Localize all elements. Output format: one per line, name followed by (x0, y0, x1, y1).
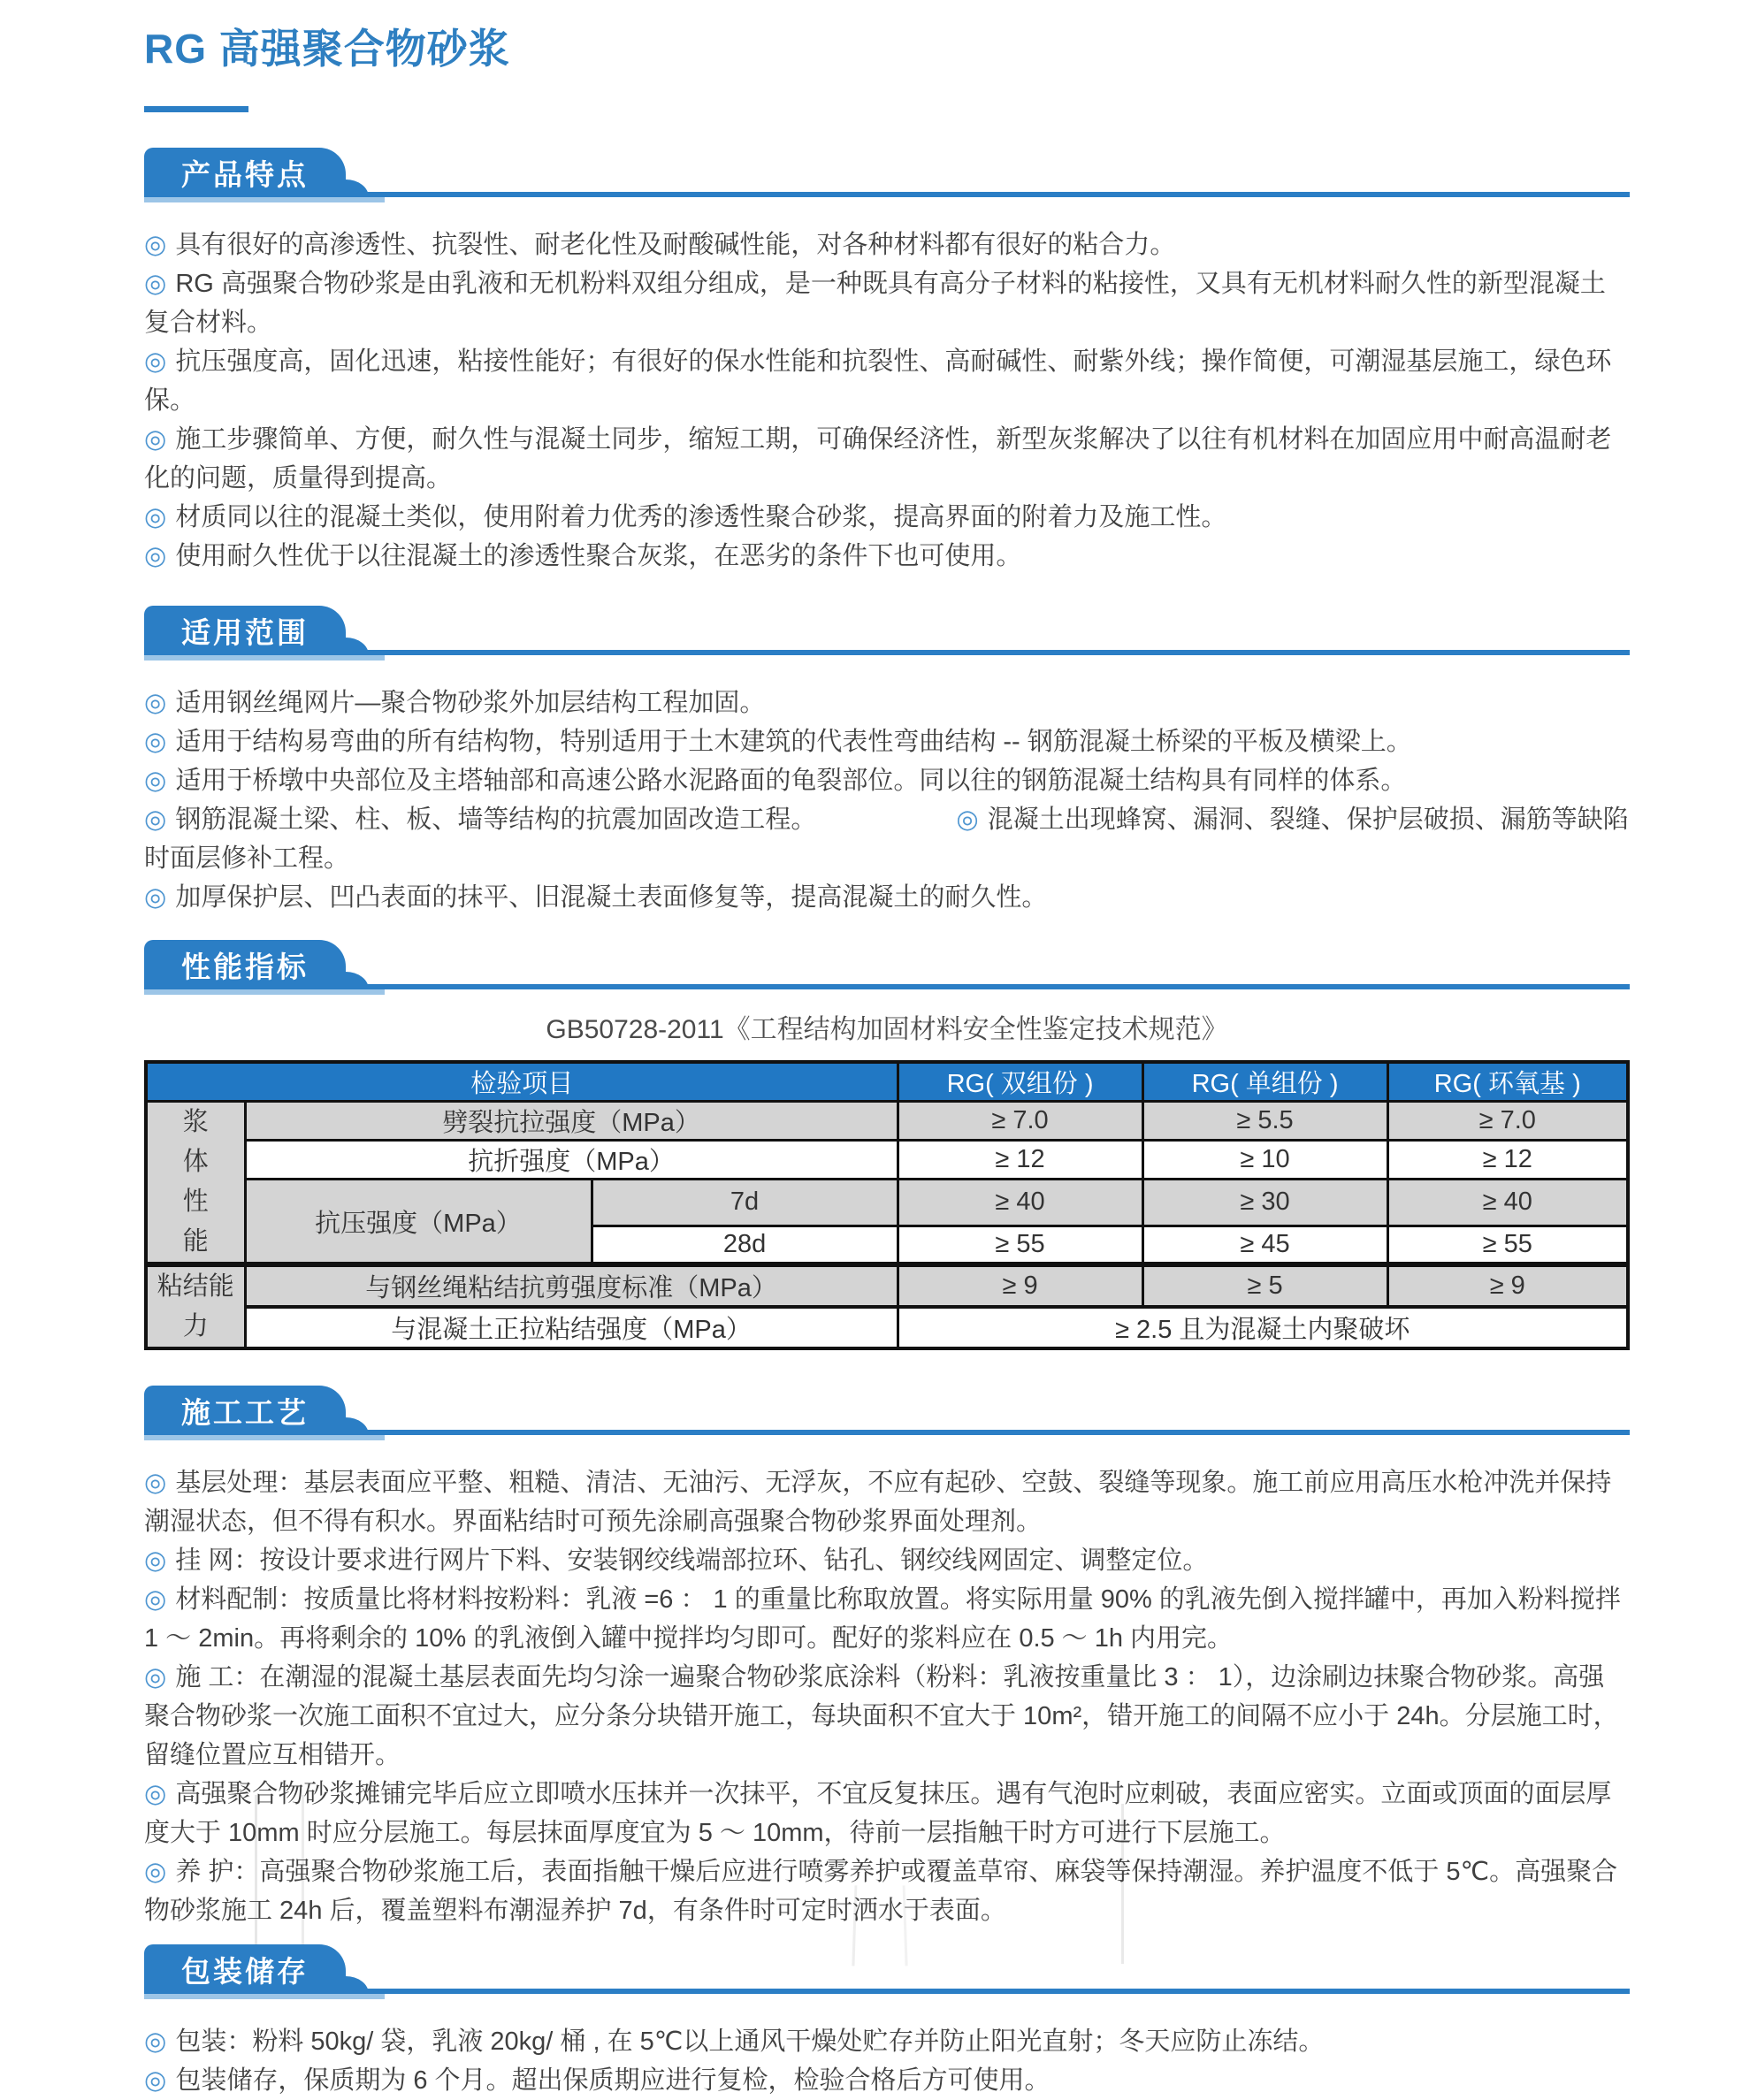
cell-value: ≥ 30 (1142, 1180, 1387, 1226)
cell-value: ≥ 40 (1387, 1180, 1628, 1226)
cell-value: ≥ 5 (1142, 1264, 1387, 1307)
section-header-scope (144, 606, 1630, 661)
row-label: 与钢丝绳粘结抗剪强度标准（MPa） (245, 1264, 898, 1307)
list-item-text: 养 护：高强聚合物砂浆施工后，表面指触干燥后应进行喷雾养护或覆盖草帘、麻袋等保持潮湿。养护温度不低于 5℃。高强聚合物砂浆施工 24h 后，覆盖塑料布潮湿养护 7d，有条件时可定时洒水于表面。 (144, 1858, 1618, 1925)
bullet-icon: ◎ (144, 2027, 167, 2056)
bullet-icon: ◎ (144, 1663, 167, 1691)
bullet-icon: ◎ (144, 1546, 167, 1575)
title-underline-bar (144, 106, 248, 112)
bullet-icon: ◎ (144, 1780, 167, 1808)
section-badge-packaging (144, 1944, 346, 1994)
row-label: 抗折强度（MPa） (245, 1141, 898, 1180)
section-heading-performance: 性能指标 (181, 950, 309, 983)
list-item-text: 具有很好的高渗透性、抗裂性、耐老化性及耐酸碱性能，对各种材料都有很好的粘合力。 (175, 231, 1176, 259)
bullet-icon: ◎ (144, 806, 167, 834)
section-badge-process (144, 1386, 346, 1435)
section-rule-shadow (144, 655, 385, 661)
section-process (144, 1386, 1630, 1930)
bullet-icon: ◎ (956, 806, 979, 834)
bullet-icon: ◎ (144, 503, 167, 531)
row-label-compressive: 抗压强度（MPa） (245, 1180, 592, 1265)
cell-value: ≥ 45 (1142, 1226, 1387, 1264)
list-item (144, 1852, 1630, 1930)
bullet-icon: ◎ (144, 1585, 167, 1614)
list-item (144, 683, 1630, 722)
cell-value: ≥ 7.0 (898, 1102, 1142, 1141)
row-label: 与混凝土正拉粘结强度（MPa） (245, 1307, 898, 1348)
bullet-icon: ◎ (144, 728, 167, 756)
list-item (144, 1463, 1630, 1541)
section-badge-features (144, 148, 346, 197)
list-item (144, 264, 1630, 342)
section-heading-features: 产品特点 (181, 157, 309, 191)
list-item (144, 225, 1630, 264)
section-packaging (144, 1944, 1630, 2100)
table-row (146, 1180, 1628, 1226)
list-item (144, 1580, 1630, 1658)
list-item-text: 材料配制：按质量比将材料按粉料：乳液 =6 ： 1 的重量比称取放置。将实际用量 90% 的乳液先倒入搅拌罐中，再加入粉料搅拌 1 ～ 2min。再将剩余的 10% 的乳液倒入罐中搅拌均匀即可。配好的浆料应在 0.5 ～ 1h 内用完。 (144, 1585, 1621, 1653)
section-heading-scope: 适用范围 (181, 615, 309, 649)
list-item (144, 722, 1630, 761)
cell-value: ≥ 40 (898, 1180, 1142, 1226)
list-item-text: 加厚保护层、凹凸表面的抹平、旧混凝土表面修复等，提高混凝土的耐久性。 (175, 883, 1048, 912)
list-item-text: 包装储存，保质期为 6 个月。超出保质期应进行复检，检验合格后方可使用。 (175, 2066, 1051, 2095)
cell-value: ≥ 9 (1387, 1264, 1628, 1307)
column-header-item: 检验项目 (146, 1062, 898, 1102)
list-item-pair (144, 800, 1630, 878)
list-item (144, 1775, 1630, 1852)
cell-value: ≥ 9 (898, 1264, 1142, 1307)
bullet-icon: ◎ (144, 542, 167, 570)
row-group-bonding: 粘结能力 (146, 1264, 245, 1348)
process-list (144, 1463, 1630, 1930)
section-rule-shadow (144, 1435, 385, 1440)
section-rule-shadow (144, 197, 385, 202)
table-row (146, 1307, 1628, 1348)
list-item-text: 施工步骤简单、方便，耐久性与混凝土同步，缩短工期，可确保经济性，新型灰浆解决了以往有机材料在加固应用中耐高温耐老化的问题，质量得到提高。 (144, 425, 1612, 493)
column-header-rg-double: RG( 双组份 ) (898, 1062, 1142, 1102)
bullet-icon: ◎ (144, 347, 167, 376)
bullet-icon: ◎ (144, 231, 167, 259)
list-item-text: 适用于结构易弯曲的所有结构物，特别适用于土木建筑的代表性弯曲结构 -- 钢筋混凝土桥梁的平板及横梁上。 (175, 728, 1412, 756)
list-item-text: RG 高强聚合物砂浆是由乳液和无机粉料双组分组成，是一种既具有高分子材料的粘接性，又具有无机材料耐久性的新型混凝土复合材料。 (144, 270, 1606, 337)
list-item-text: 基层处理：基层表面应平整、粗糙、清洁、无油污、无浮灰，不应有起砂、空鼓、裂缝等现象。施工前应用高压水枪冲洗并保持潮湿状态，但不得有积水。界面粘结时可预先涂刷高强聚合物砂浆界面处理剂。 (144, 1469, 1612, 1536)
list-item-text: 使用耐久性优于以往混凝土的渗透性聚合灰浆，在恶劣的条件下也可使用。 (175, 542, 1022, 570)
table-row (146, 1264, 1628, 1307)
list-item-text: 适用钢丝绳网片—聚合物砂浆外加层结构工程加固。 (175, 689, 766, 717)
column-header-rg-epoxy: RG( 环氧基 ) (1387, 1062, 1628, 1102)
bullet-icon: ◎ (144, 767, 167, 795)
performance-table (144, 1060, 1630, 1350)
list-item (144, 537, 1630, 576)
section-header-packaging (144, 1944, 1630, 1999)
list-item (144, 761, 1630, 800)
section-rule-shadow (144, 989, 385, 995)
table-row (146, 1102, 1628, 1141)
section-badge-performance (144, 940, 346, 989)
bullet-icon: ◎ (144, 270, 167, 298)
packaging-list (144, 2022, 1630, 2100)
scope-list (144, 683, 1630, 917)
bullet-icon: ◎ (144, 883, 167, 912)
column-header-rg-single: RG( 单组份 ) (1142, 1062, 1387, 1102)
features-list (144, 225, 1630, 576)
cell-value: ≥ 12 (1387, 1141, 1628, 1180)
cell-value: ≥ 10 (1142, 1141, 1387, 1180)
cell-value-merged: ≥ 2.5 且为混凝土内聚破坏 (898, 1307, 1628, 1348)
cell-value: ≥ 7.0 (1387, 1102, 1628, 1141)
section-heading-packaging: 包装储存 (181, 1954, 309, 1988)
list-item (144, 2061, 1630, 2100)
list-item-text: 高强聚合物砂浆摊铺完毕后应立即喷水压抹并一次抹平，不宜反复抹压。遇有气泡时应刺破，表面应密实。立面或顶面的面层厚度大于 10mm 时应分层施工。每层抹面厚度宜为 5 ～ 10mm，待前一层指触干时方可进行下层施工。 (144, 1780, 1612, 1847)
bullet-icon: ◎ (144, 1469, 167, 1497)
section-heading-process: 施工工艺 (181, 1395, 309, 1429)
bullet-icon: ◎ (144, 689, 167, 717)
list-item-text: 包装：粉料 50kg/ 袋，乳液 20kg/ 桶 , 在 5℃以上通风干燥处贮存并防止阳光直射；冬天应防止冻结。 (175, 2027, 1325, 2056)
cell-value: ≥ 55 (898, 1226, 1142, 1264)
bullet-icon: ◎ (144, 425, 167, 454)
list-item (144, 878, 1630, 917)
list-item (144, 1658, 1630, 1775)
list-item (144, 498, 1630, 537)
list-item (144, 420, 1630, 498)
list-item-text: 抗压强度高，固化迅速，粘接性能好；有很好的保水性能和抗裂性、高耐碱性、耐紫外线；操作简便，可潮湿基层施工，绿色环保。 (144, 347, 1612, 415)
table-header-row (146, 1062, 1628, 1102)
list-item-text: 钢筋混凝土梁、柱、板、墙等结构的抗震加固改造工程。 (175, 806, 817, 834)
list-item (144, 342, 1630, 420)
cell-value: ≥ 5.5 (1142, 1102, 1387, 1141)
row-label: 劈裂抗拉强度（MPa） (245, 1102, 898, 1141)
section-features (144, 148, 1630, 576)
bullet-icon: ◎ (144, 2066, 167, 2095)
list-item (144, 1541, 1630, 1580)
standard-reference: GB50728-2011《工程结构加固材料安全性鉴定技术规范》 (546, 1015, 1228, 1044)
row-group-slurry: 浆体性能 (146, 1102, 245, 1265)
section-header-features (144, 148, 1630, 202)
bullet-icon: ◎ (144, 1858, 167, 1886)
list-item-text: 适用于桥墩中央部位及主塔轴部和高速公路水泥路面的龟裂部位。同以往的钢筋混凝土结构具有同样的体系。 (175, 767, 1407, 795)
section-rule-shadow (144, 1994, 385, 1999)
cell-value: ≥ 12 (898, 1141, 1142, 1180)
row-sublabel: 28d (592, 1226, 898, 1264)
page-title: RG 高强聚合物砂浆 (144, 26, 510, 72)
list-item (144, 806, 816, 834)
section-header-performance (144, 940, 1630, 995)
list-item-text: 施 工：在潮湿的混凝土基层表面先均匀涂一遍聚合物砂浆底涂料（粉料：乳液按重量比 3 ： 1），边涂刷边抹聚合物砂浆。高强聚合物砂浆一次施工面积不宜过大，应分条分块错开施工，每块面积不宜大于 10m²，错开施工的间隔不应小于 24h。分层施工时，留缝位置应互相错开。 (144, 1663, 1619, 1769)
list-item (144, 2022, 1630, 2061)
section-header-process (144, 1386, 1630, 1440)
section-performance (144, 940, 1630, 1350)
section-badge-scope (144, 606, 346, 655)
list-item-text: 混凝土出现蜂窝、漏洞、裂缝、保护层破损、漏筋等缺陷时面层修补工程。 (144, 806, 1629, 873)
table-row (146, 1141, 1628, 1180)
section-scope (144, 606, 1630, 917)
cell-value: ≥ 55 (1387, 1226, 1628, 1264)
list-item-text: 材质同以往的混凝土类似，使用附着力优秀的渗透性聚合砂浆，提高界面的附着力及施工性。 (175, 503, 1227, 531)
row-sublabel: 7d (592, 1180, 898, 1226)
list-item-text: 挂 网：按设计要求进行网片下料、安装钢绞线端部拉环、钻孔、钢绞线网固定、调整定位。 (175, 1546, 1209, 1575)
